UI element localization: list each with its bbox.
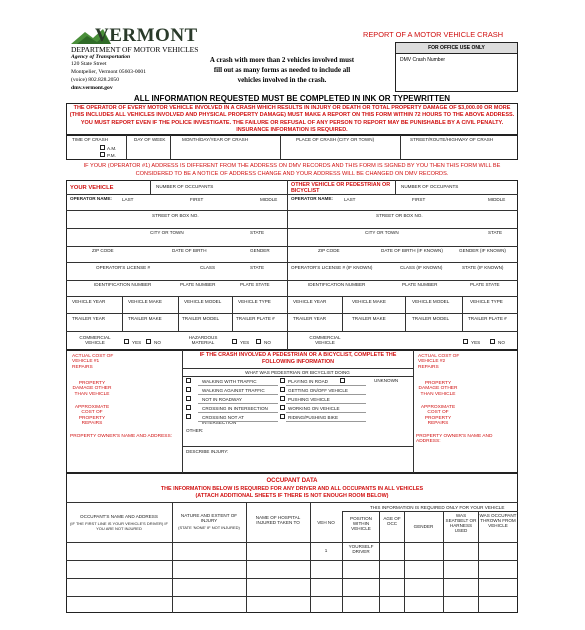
- address-line-2: Montpelier, Vermont 05603-0001: [71, 69, 147, 75]
- your-commercial-yes-checkbox[interactable]: [124, 339, 129, 344]
- your-hazardous-no-checkbox[interactable]: [256, 339, 261, 344]
- your-dob-label: DATE OF BIRTH: [172, 248, 207, 253]
- your-tr-model-label: TRAILER MODEL: [182, 316, 220, 321]
- pm-label: P.M.: [107, 153, 116, 158]
- other-dob-label: DATE OF BIRTH (IF KNOWN): [381, 248, 443, 253]
- occupant-title: OCCUPANT DATA: [266, 478, 318, 484]
- other-zip-label: ZIP CODE: [318, 248, 340, 253]
- other-state-label: STATE: [488, 230, 503, 235]
- ped-col1-label-5: CROSSING NOT AT INTERSECTION: [202, 415, 244, 425]
- ped-col1-checkbox-4[interactable]: [186, 405, 191, 410]
- ped-col1-label-1: WALKING WITH TRAFFIC: [202, 379, 257, 384]
- ink-banner: ALL INFORMATION REQUESTED MUST BE COMPLETED IN INK OR TYPEWRITTEN: [133, 94, 451, 103]
- other-commercial-yes-label: YES: [471, 340, 481, 345]
- col-hospital-label: NAME OF HOSPITAL INJURED TAKEN TO: [255, 515, 301, 525]
- your-plate-state-label: PLATE STATE: [240, 282, 270, 287]
- ped-col2-checkbox-4[interactable]: [280, 405, 285, 410]
- other-tr-year-label: TRAILER YEAR: [293, 316, 327, 321]
- crash-date-label: MONTH/DAY/YEAR OF CRASH: [182, 137, 249, 142]
- other-veh-make-label: VEHICLE MAKE: [352, 299, 386, 304]
- other-city-label: CITY OR TOWN: [365, 230, 399, 235]
- col-name-label: OCCUPANT'S NAME AND ADDRESS: [80, 514, 158, 519]
- office-use-box: [395, 42, 518, 92]
- col-injury-label: NATURE AND EXTENT OF INJURY: [180, 513, 238, 523]
- pm-checkbox[interactable]: [100, 152, 105, 157]
- ped-col2-label-4: WORKING ON VEHICLE: [288, 406, 340, 411]
- dmv-crash-number-label: DMV Crash Number: [400, 57, 446, 63]
- your-hazardous-no-label: NO: [264, 340, 271, 345]
- right-property-damage-label: PROPERTY DAMAGE OTHER THAN VEHICLE: [418, 381, 458, 397]
- ped-col2-checkbox-5[interactable]: [280, 414, 285, 419]
- other-commercial-no-checkbox[interactable]: [490, 339, 495, 344]
- your-class-label: CLASS: [200, 265, 216, 270]
- col-ejected-label: WAS OCCUPANT THROWN FROM VEHICLE: [479, 513, 517, 528]
- other-lic-state-label: STATE (IF KNOWN): [462, 265, 504, 270]
- ped-col1-label-2: WALKING AGAINST TRAFFIC: [202, 388, 265, 393]
- ped-col1-checkbox-2[interactable]: [186, 387, 191, 392]
- ped-col1-label-4: CROSSING IN INTERSECTION: [202, 406, 268, 411]
- other-tr-model-label: TRAILER MODEL: [412, 316, 450, 321]
- row1-veh: 1: [324, 548, 328, 553]
- logo-text: VERMONT: [95, 25, 198, 46]
- ped-col1-checkbox-5[interactable]: [186, 414, 191, 419]
- address-line-1: 120 State Street: [71, 61, 107, 67]
- your-hazardous-yes-label: YES: [240, 340, 250, 345]
- other-tr-make-label: TRAILER MAKE: [352, 316, 386, 321]
- phone: (voice) 802.828.2050: [71, 77, 120, 83]
- your-veh-year-label: VEHICLE YEAR: [72, 299, 106, 304]
- ped-col2-label-2: GETTING ON/OFF VEHICLE: [288, 388, 348, 393]
- pedestrian-other-label: OTHER:: [186, 428, 204, 433]
- your-last-label: LAST: [122, 197, 134, 202]
- other-license-label: OPERATOR'S LICENSE # (IF KNOWN): [291, 265, 373, 270]
- col-age-label: AGE OF OCC: [383, 516, 401, 526]
- col-name-sub: (IF THE FIRST LINE IS YOUR VEHICLE'S DRIVER) IF YOU ARE NOT INJURED: [70, 521, 168, 531]
- your-zip-label: ZIP CODE: [92, 248, 114, 253]
- address-change-note: IF YOUR (OPERATOR #1) ADDRESS IS DIFFERENT FROM THE ADDRESS ON DMV RECORDS AND THIS FORM IS SIGNED BY YOU THEN THIS FORM WILL BE CONSIDERED TO BE A NOTICE OF ADDRESS CHANGE AND YOUR ADDRESS WILL BE CHANGED ON DMV RECORDS.: [83, 163, 501, 177]
- your-vehicle-title: YOUR VEHICLE: [70, 185, 114, 191]
- your-middle-label: MIDDLE: [260, 197, 278, 202]
- other-occupants-label: NUMBER OF OCCUPANTS: [401, 184, 459, 189]
- describe-injury-label: DESCRIBE INJURY:: [186, 449, 229, 454]
- col-seatbelt-label: WAS SEATBELT OR HARNESS USED: [445, 513, 477, 533]
- vermont-logo: [71, 26, 211, 46]
- your-ident-label: IDENTIFICATION NUMBER: [94, 282, 152, 287]
- agency: Agency of Transportation: [71, 54, 131, 60]
- other-ident-label: IDENTIFICATION NUMBER: [308, 282, 366, 287]
- ped-col1-label-3: NOT IN ROADWAY: [202, 397, 242, 402]
- unknown-checkbox[interactable]: [340, 378, 345, 383]
- other-tr-plate-label: TRAILER PLATE #: [468, 316, 507, 321]
- your-city-label: CITY OR TOWN: [150, 230, 184, 235]
- place-of-crash-label: PLACE OF CRASH (CITY OR TOWN): [296, 137, 375, 142]
- other-plate-state-label: PLATE STATE: [470, 282, 500, 287]
- am-label: A.M.: [107, 146, 117, 151]
- unknown-label: UNKNOWN: [374, 378, 399, 383]
- dept-name: DEPARTMENT OF MOTOR VEHICLES: [71, 45, 199, 54]
- other-veh-model-label: VEHICLE MODEL: [412, 299, 450, 304]
- your-plate-num-label: PLATE NUMBER: [180, 282, 216, 287]
- your-commercial-yes-label: YES: [132, 340, 142, 345]
- ped-col2-checkbox-2[interactable]: [280, 387, 285, 392]
- ped-col2-checkbox-1[interactable]: [280, 378, 285, 383]
- right-owner-label: PROPERTY OWNER'S NAME AND ADDRESS:: [416, 434, 493, 445]
- your-veh-model-label: VEHICLE MODEL: [184, 299, 222, 304]
- ped-col2-label-3: PUSHING VEHICLE: [288, 397, 330, 402]
- other-first-label: FIRST: [412, 197, 426, 202]
- occupant-note-1: THE INFORMATION BELOW IS REQUIRED FOR ANY DRIVER AND ALL OCCUPANTS IN ALL VEHICLES: [160, 486, 424, 492]
- other-street-label: STREET OR BOX NO.: [376, 213, 423, 218]
- other-veh-type-label: VEHICLE TYPE: [470, 299, 503, 304]
- left-actual-cost-label: ACTUAL COST OF VEHICLE #1 REPAIRS: [72, 354, 114, 370]
- street-of-crash-label: STREET/ROUTE/HIGHWAY OF CRASH: [410, 137, 494, 142]
- your-license-label: OPERATOR'S LICENSE #: [96, 265, 151, 270]
- occupant-note-2: (ATTACH ADDITIONAL SHEETS IF THERE IS NOT ENOUGH ROOM BELOW): [195, 493, 389, 499]
- ped-col2-label-5: RIDING/PUSHING BIKE: [288, 415, 339, 420]
- left-approx-cost-label: APPROXIMATE COST OF PROPERTY REPAIRS: [74, 405, 110, 427]
- your-veh-make-label: VEHICLE MAKE: [128, 299, 162, 304]
- your-hazardous-label: HAZARDOUS MATERIAL: [188, 335, 218, 345]
- warning-box: [66, 103, 518, 135]
- multi-vehicle-notice: A crash with more than 2 vehicles involved must fill out as many forms as needed to include all vehicles involved in the crash.: [209, 56, 355, 84]
- form-title: REPORT OF A MOTOR VEHICLE CRASH: [363, 30, 504, 39]
- your-commercial-no-checkbox[interactable]: [146, 339, 151, 344]
- your-state-label: STATE: [250, 230, 265, 235]
- other-middle-label: MIDDLE: [488, 197, 506, 202]
- row1-position: YOURSELF DRIVER: [348, 544, 374, 554]
- time-of-crash-label: TIME OF CRASH: [72, 137, 108, 142]
- other-gender-label: GENDER (IF KNOWN): [459, 248, 506, 253]
- left-property-damage-label: PROPERTY DAMAGE OTHER THAN VEHICLE: [72, 381, 112, 397]
- warning-text: THE OPERATOR OF EVERY MOTOR VEHICLE INVOLVED IN A CRASH WHICH RESULTS IN INJURY OR DEATH OR TOTAL PROPERTY DAMAGE OF $3,000.00 OR MORE (THIS INCLUDES ALL VEHICLES INVOLVED AND PHYSICAL PROPERTY DAMAGE) MUST MAKE A REPORT ON THIS FORM WITHIN 72 HOURS TO THE ABOVE ADDRESS. YOU MUST REPORT EVEN IF THE POLICE INVESTIGATE. THE FAILURE OR REFUSAL OF ANY PERSON TO REPORT MAY BE PUNISHABLE BY A CIVIL PENALTY. INSURANCE INFORMATION IS REQUIRED.: [69, 105, 515, 133]
- other-class-label: CLASS (IF KNOWN): [400, 265, 443, 270]
- other-operator-name-label: OPERATOR NAME:: [291, 196, 333, 201]
- other-plate-num-label: PLATE NUMBER: [402, 282, 438, 287]
- day-of-week-label: DAY OF WEEK: [134, 137, 166, 142]
- your-veh-type-label: VEHICLE TYPE: [238, 299, 271, 304]
- col-injury-sub: (STATE 'NONE' IF NOT INJURED): [178, 525, 240, 530]
- your-commercial-label: COMMERCIAL VEHICLE: [79, 335, 111, 345]
- your-operator-name-label: OPERATOR NAME:: [70, 196, 112, 201]
- right-actual-cost-label: ACTUAL COST OF VEHICLE #2 REPAIRS: [418, 354, 460, 370]
- col-position-label: POSITION WITHIN VEHICLE: [350, 516, 372, 531]
- your-first-label: FIRST: [190, 197, 204, 202]
- other-vehicle-title: OTHER VEHICLE OR PEDESTRIAN OR BICYCLIST: [291, 182, 391, 194]
- ped-col2-label-1: PLAYING IN ROAD: [288, 379, 328, 384]
- ped-col1-checkbox-3[interactable]: [186, 396, 191, 401]
- col-gender-label: GENDER: [413, 524, 434, 529]
- col-veh-label: VEH NO: [317, 520, 335, 525]
- ped-col1-checkbox-1[interactable]: [186, 378, 191, 383]
- your-tr-year-label: TRAILER YEAR: [72, 316, 106, 321]
- your-tr-plate-label: TRAILER PLATE #: [236, 316, 275, 321]
- vehicle-only-label: THIS INFORMATION IS REQUIRED ONLY FOR YOUR VEHICLE: [370, 505, 505, 510]
- other-last-label: LAST: [344, 197, 356, 202]
- your-occupants-label: NUMBER OF OCCUPANTS: [156, 184, 214, 189]
- am-checkbox[interactable]: [100, 145, 105, 150]
- other-veh-year-label: VEHICLE YEAR: [293, 299, 327, 304]
- other-commercial-yes-checkbox[interactable]: [463, 339, 468, 344]
- other-commercial-no-label: NO: [498, 340, 505, 345]
- other-commercial-label: COMMERCIAL VEHICLE: [309, 335, 341, 345]
- right-approx-cost-label: APPROXIMATE COST OF PROPERTY REPAIRS: [420, 405, 456, 427]
- your-tr-make-label: TRAILER MAKE: [128, 316, 162, 321]
- your-commercial-no-label: NO: [154, 340, 161, 345]
- pedestrian-what-label: WHAT WAS PEDESTRIAN OR BICYCLIST DOING: [245, 370, 350, 375]
- left-owner-label: PROPERTY OWNER'S NAME AND ADDRESS:: [70, 434, 173, 439]
- ped-col2-checkbox-3[interactable]: [280, 396, 285, 401]
- pedestrian-header: IF THE CRASH INVOLVED A PEDESTRIAN OR A BICYCLIST, COMPLETE THE FOLLOWING INFORMATION: [199, 352, 397, 365]
- office-use-label: FOR OFFICE USE ONLY: [396, 43, 517, 54]
- website: dmv.vermont.gov: [71, 85, 113, 91]
- your-gender-label: GENDER: [250, 248, 270, 253]
- your-street-label: STREET OR BOX NO.: [152, 213, 199, 218]
- your-lic-state-label: STATE: [250, 265, 265, 270]
- your-hazardous-yes-checkbox[interactable]: [232, 339, 237, 344]
